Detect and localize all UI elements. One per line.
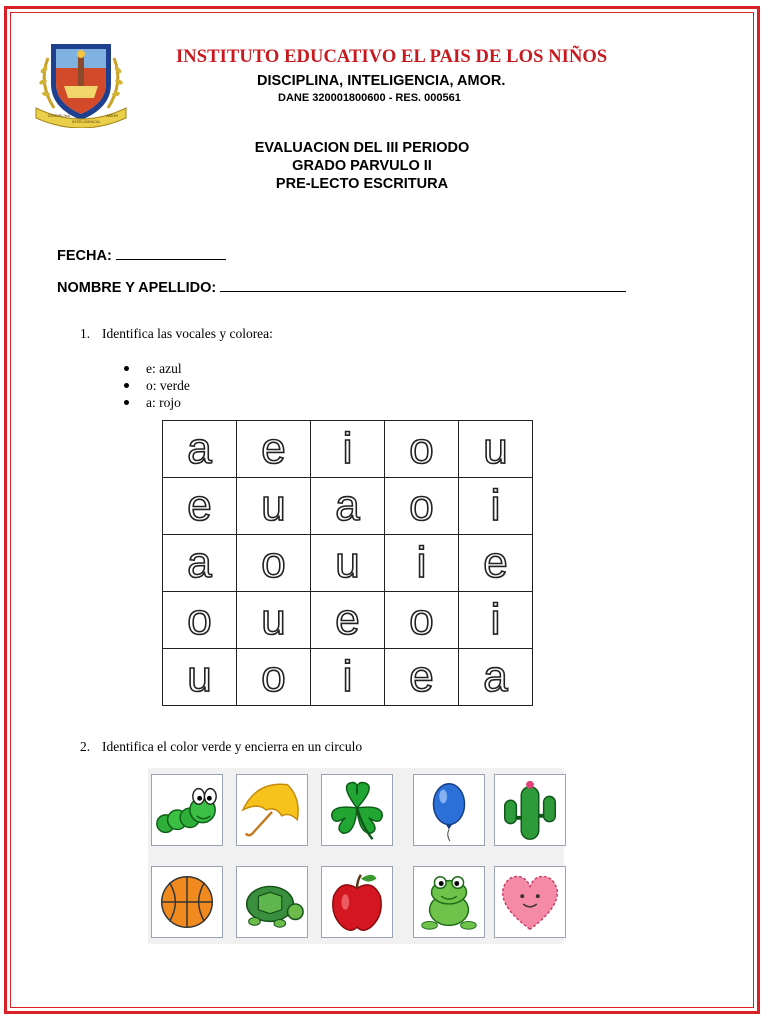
vowel-letter: u bbox=[187, 652, 212, 701]
color-key-list bbox=[124, 360, 190, 411]
school-motto: DISCIPLINA, INTELIGENCIA, AMOR. bbox=[257, 73, 506, 89]
date-blank-line[interactable] bbox=[116, 245, 226, 260]
vowel-cell[interactable] bbox=[459, 535, 533, 592]
question-1 bbox=[80, 326, 273, 342]
table-row bbox=[163, 649, 533, 706]
dane-code: DANE 320001800600 - RES. 000561 bbox=[278, 92, 461, 104]
vowel-cell[interactable] bbox=[311, 535, 385, 592]
vowel-cell[interactable] bbox=[459, 592, 533, 649]
vowel-cell[interactable] bbox=[163, 478, 237, 535]
vowel-letter: u bbox=[335, 538, 360, 587]
vowel-grid bbox=[162, 420, 533, 706]
vowel-cell[interactable] bbox=[459, 649, 533, 706]
question-2-text: Identifica el color verde y encierra en un circulo bbox=[102, 739, 363, 754]
vowel-cell[interactable] bbox=[237, 649, 311, 706]
umbrella-icon[interactable] bbox=[236, 774, 308, 846]
vowel-cell[interactable] bbox=[163, 592, 237, 649]
caterpillar-icon[interactable] bbox=[151, 774, 223, 846]
vowel-letter: u bbox=[261, 481, 286, 530]
vowel-letter: a bbox=[335, 481, 360, 530]
vowel-letter: u bbox=[483, 424, 508, 473]
subject-title: PRE-LECTO ESCRITURA bbox=[275, 176, 449, 192]
vowel-letter: o bbox=[409, 481, 434, 530]
grade-title: GRADO PARVULO II bbox=[292, 158, 432, 174]
table-row bbox=[163, 535, 533, 592]
vowel-letter: i bbox=[490, 595, 501, 644]
list-item: o: verde bbox=[124, 377, 190, 394]
vowel-letter: a bbox=[187, 538, 212, 587]
vowel-cell[interactable] bbox=[311, 592, 385, 649]
vowel-letter: e bbox=[483, 538, 508, 587]
school-name: INSTITUTO EDUCATIVO EL PAIS DE LOS NIÑOS bbox=[176, 47, 608, 67]
vowel-cell[interactable] bbox=[163, 649, 237, 706]
vowel-cell[interactable] bbox=[385, 649, 459, 706]
name-field bbox=[57, 277, 626, 296]
school-crest-logo bbox=[34, 38, 128, 128]
vowel-letter: o bbox=[187, 595, 212, 644]
date-label: FECHA: bbox=[57, 248, 112, 264]
vowel-letter: o bbox=[261, 652, 286, 701]
vowel-cell[interactable] bbox=[311, 478, 385, 535]
vowel-cell[interactable] bbox=[385, 421, 459, 478]
frog-icon[interactable] bbox=[413, 866, 485, 938]
vowel-cell[interactable] bbox=[237, 421, 311, 478]
question-1-number: 1. bbox=[80, 326, 91, 341]
vowel-letter: i bbox=[342, 424, 353, 473]
vowel-cell[interactable] bbox=[163, 421, 237, 478]
vowel-letter: e bbox=[335, 595, 360, 644]
vowel-cell[interactable] bbox=[385, 478, 459, 535]
list-item: e: azul bbox=[124, 360, 190, 377]
picture-panel bbox=[148, 768, 564, 944]
vowel-letter: o bbox=[261, 538, 286, 587]
vowel-letter: i bbox=[490, 481, 501, 530]
vowel-letter: u bbox=[261, 595, 286, 644]
vowel-cell[interactable] bbox=[311, 421, 385, 478]
vowel-cell[interactable] bbox=[237, 592, 311, 649]
vowel-letter: o bbox=[409, 424, 434, 473]
name-blank-line[interactable] bbox=[220, 277, 626, 292]
vowel-cell[interactable] bbox=[459, 478, 533, 535]
vowel-cell[interactable] bbox=[459, 421, 533, 478]
question-2 bbox=[80, 739, 362, 755]
name-label: NOMBRE Y APELLIDO: bbox=[57, 280, 217, 296]
table-row bbox=[163, 592, 533, 649]
basketball-icon[interactable] bbox=[151, 866, 223, 938]
vowel-letter: a bbox=[483, 652, 508, 701]
vowel-cell[interactable] bbox=[311, 649, 385, 706]
vowel-letter: a bbox=[187, 424, 212, 473]
vowel-letter: o bbox=[409, 595, 434, 644]
vowel-letter: e bbox=[409, 652, 434, 701]
question-2-number: 2. bbox=[80, 739, 91, 754]
apple-icon[interactable] bbox=[321, 866, 393, 938]
crest-ribbon-text-3: AMOR bbox=[106, 113, 118, 118]
turtle-icon[interactable] bbox=[236, 866, 308, 938]
crest-ribbon-text-2: INTELIGENCIA bbox=[72, 119, 100, 124]
cactus-icon[interactable] bbox=[494, 774, 566, 846]
balloon-icon[interactable] bbox=[413, 774, 485, 846]
vowel-letter: e bbox=[261, 424, 286, 473]
crest-ribbon-text-1: DISCIPLINA bbox=[48, 113, 71, 118]
list-item: a: rojo bbox=[124, 394, 190, 411]
vowel-cell[interactable] bbox=[163, 535, 237, 592]
table-row bbox=[163, 478, 533, 535]
vowel-cell[interactable] bbox=[385, 535, 459, 592]
evaluation-title: EVALUACION DEL III PERIODO bbox=[254, 140, 470, 156]
vowel-cell[interactable] bbox=[237, 478, 311, 535]
vowel-cell[interactable] bbox=[237, 535, 311, 592]
vowel-letter: i bbox=[342, 652, 353, 701]
table-row bbox=[163, 421, 533, 478]
date-field bbox=[57, 245, 226, 264]
heart-icon[interactable] bbox=[494, 866, 566, 938]
question-1-text: Identifica las vocales y colorea: bbox=[102, 326, 273, 341]
vowel-letter: e bbox=[187, 481, 212, 530]
clover-icon[interactable] bbox=[321, 774, 393, 846]
vowel-cell[interactable] bbox=[385, 592, 459, 649]
vowel-letter: i bbox=[416, 538, 427, 587]
